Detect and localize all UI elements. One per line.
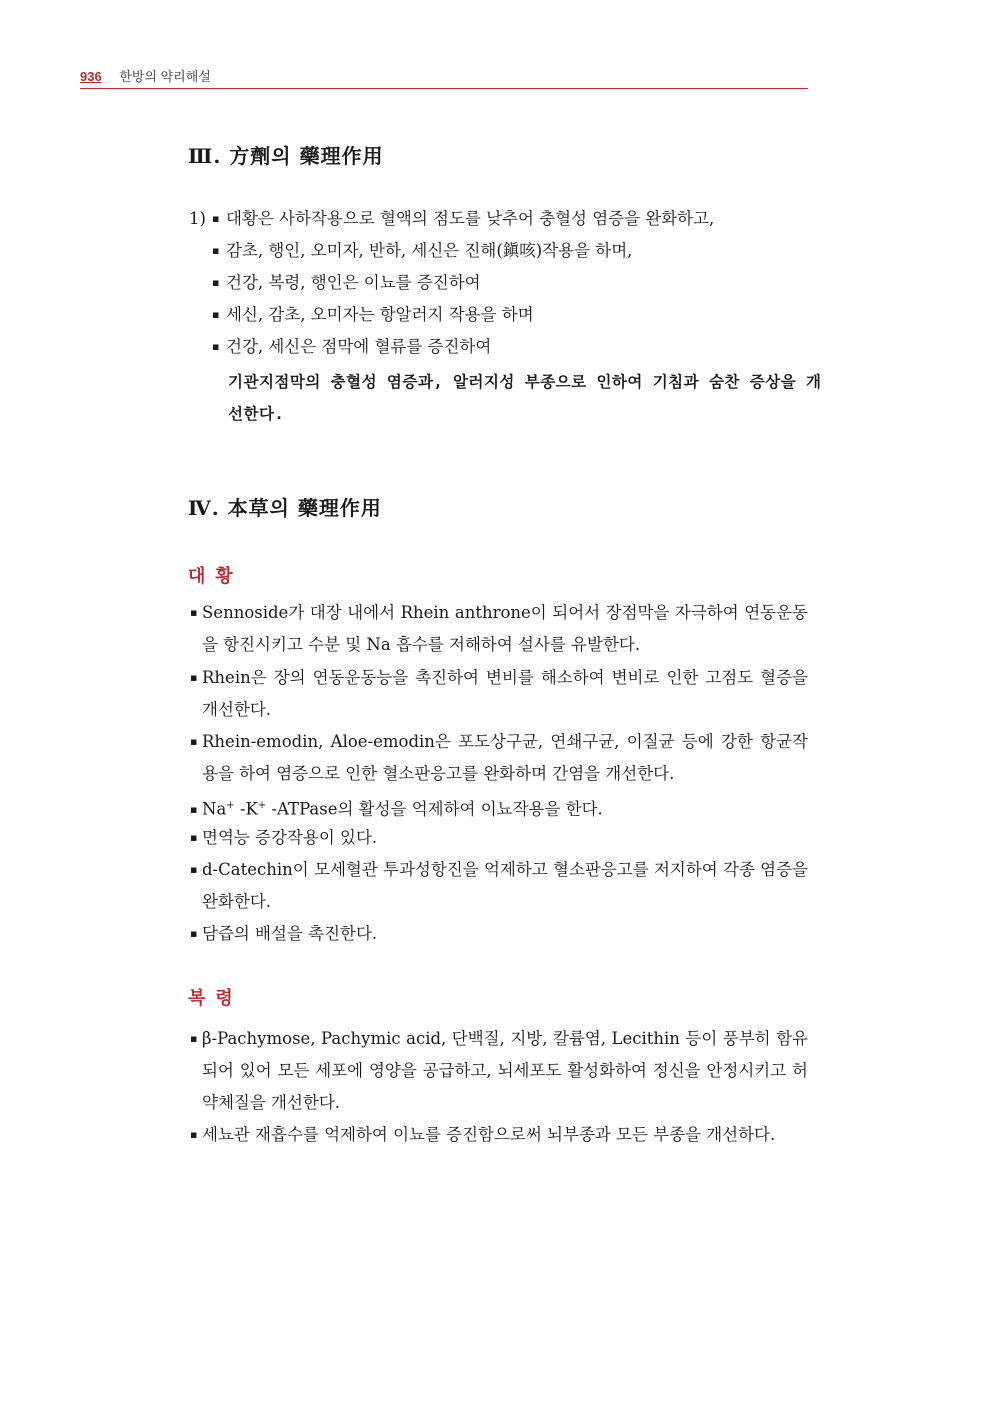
- list-item: ▪ 담즙의 배설을 촉진한다.: [190, 918, 808, 950]
- list-item: ▪ β-Pachymose, Pachymic acid, 단백질, 지방, 칼륨염, Lecithin 등이 풍부히 함유되어 있어 모든 세포에 영양을 공급하고, 뇌세포도 활성화하여 정신을 안정시키고 허약체질을 개선한다.: [190, 1023, 808, 1119]
- herb-name: 복령: [188, 988, 243, 1009]
- list-item: ▪ d-Catechin이 모세혈관 투과성항진을 억제하고 혈소판응고를 저지하여 각종 염증을 완화한다.: [190, 854, 808, 918]
- list-number: 1): [189, 209, 206, 228]
- list-item: ▪ 건강, 세신은 점막에 혈류를 증진하여: [212, 331, 491, 363]
- bullet-icon: ▪: [212, 244, 220, 257]
- conclusion-text: 선한다.: [228, 405, 285, 423]
- section-title-formula: Ⅲ. 方劑의 藥理作用: [188, 144, 384, 168]
- list-item: ▪ 세뇨관 재흡수를 억제하여 이뇨를 증진함으로써 뇌부종과 모든 부종을 개선하다.: [190, 1119, 808, 1151]
- list-item: ▪ 면역능 증강작용이 있다.: [190, 822, 808, 854]
- list-item: ▪ Sennoside가 대장 내에서 Rhein anthrone이 되어서 장점막을 자극하여 연동운동을 항진시키고 수분 및 Na 흡수를 저해하여 설사를 유발한다.: [190, 597, 808, 661]
- bullet-icon: ▪: [212, 340, 220, 353]
- book-title: 한방의 약리해설: [119, 69, 211, 84]
- list-item: ▪ 건강, 복령, 행인은 이뇨를 증진하여: [212, 267, 481, 299]
- bullet-icon: ▪: [212, 308, 220, 321]
- list-item: ▪ 세신, 감초, 오미자는 항알러지 작용을 하며: [212, 299, 534, 331]
- conclusion-text: 기관지점막의 충혈성 염증과, 알러지성 부종으로 인하여 기침과 숨찬 증상을 개: [228, 373, 822, 391]
- list-item: ▪ Rhein은 장의 연동운동능을 촉진하여 변비를 해소하여 변비로 인한 고점도 혈증을 개선한다.: [190, 662, 808, 726]
- list-item: ▪ Rhein-emodin, Aloe-emodin은 포도상구균, 연쇄구균, 이질균 등에 강한 항균작용을 하여 염증으로 인한 혈소판응고를 완화하며 간염을 개선한다.: [190, 726, 808, 790]
- page-number: 936: [80, 69, 102, 84]
- herb-name: 대황: [188, 566, 243, 587]
- list-item: ▪ 감초, 행인, 오미자, 반하, 세신은 진해(鎭咳)작용을 하며,: [212, 235, 632, 267]
- bullet-icon: ▪: [212, 212, 220, 225]
- bullet-icon: ▪: [212, 276, 220, 289]
- list-item: ▪ Na+ -K+ -ATPase의 활성을 억제하여 이뇨작용을 한다.: [190, 790, 808, 826]
- section-title-herb: Ⅳ. 本草의 藥理作用: [188, 496, 382, 520]
- list-item: ▪ 대황은 사하작용으로 혈액의 점도를 낮추어 충혈성 염증을 완화하고,: [212, 203, 714, 235]
- page-header: [80, 66, 808, 89]
